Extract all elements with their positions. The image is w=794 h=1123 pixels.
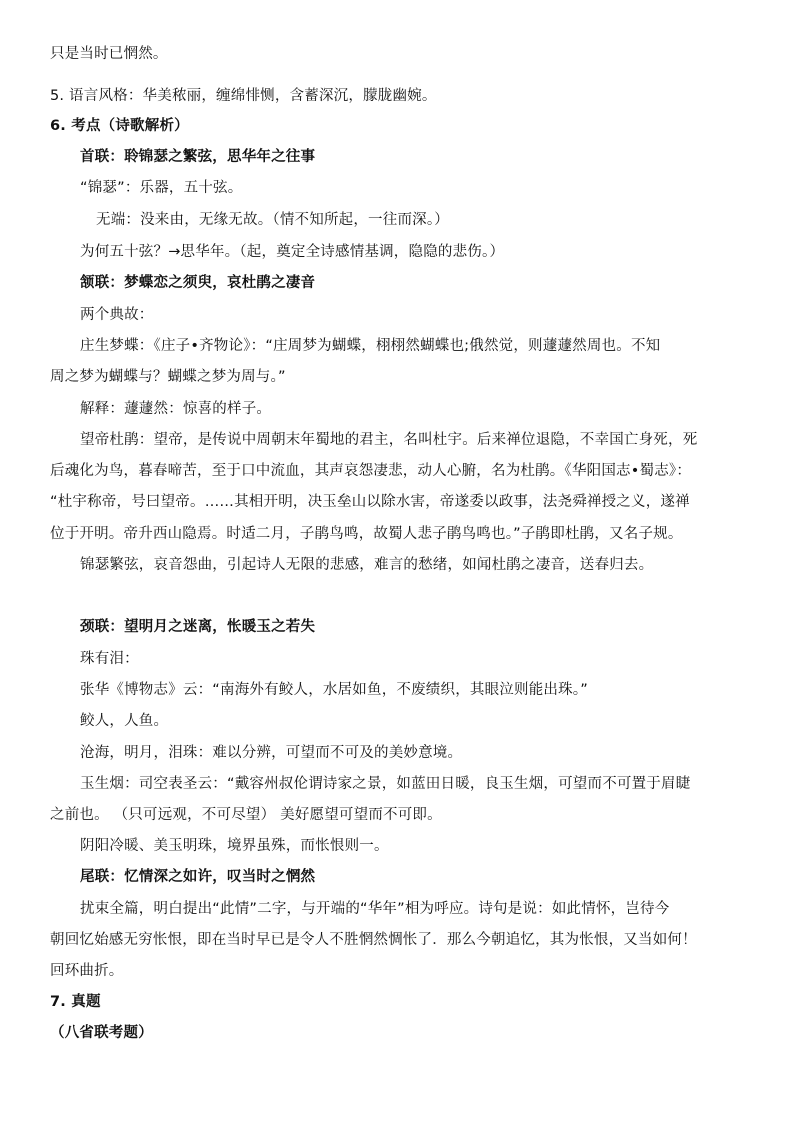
text-line: 回环曲折。 <box>50 963 124 979</box>
text-line: 两个典故： <box>80 307 154 323</box>
exam-source-label: （八省联考题） <box>50 1025 153 1041</box>
text-line: 阴阳冷暖、美玉明珠，境界虽殊，而怅恨则一。 <box>80 838 389 854</box>
text-line: 为何五十弦？→思华年。（起，奠定全诗感情基调，隐隐的悲伤。） <box>80 244 505 260</box>
section-heading-exam-points: 6. 考点（诗歌解析） <box>50 118 189 134</box>
text-line: “锦瑟”：乐器，五十弦。 <box>80 180 243 196</box>
text-line: 解释：蘧蘧然：惊喜的样子。 <box>80 401 272 417</box>
text-line: 扰束全篇，明白提出“此情”二字，与开端的“华年”相为呼应。诗句是说：如此情怀，岂待今 <box>80 901 670 917</box>
text-line: 位于开明。帝升西山隐焉。时适二月，子鹃鸟鸣，故蜀人悲子鹃鸟鸣也。”子鹃即杜鹃，又名子规。 <box>50 526 683 542</box>
section-heading-real-exam: 7. 真题 <box>50 994 101 1010</box>
text-line: 张华《博物志》云：“南海外有鲛人，水居如鱼，不废绩织，其眼泣则能出珠。” <box>80 682 588 698</box>
text-line: 锦瑟繁弦，哀音怨曲，引起诗人无限的悲感，难言的愁绪，如闻杜鹃之凄音，送春归去。 <box>80 557 654 573</box>
text-line: “杜宇称帝，号曰望帝。……其相开明，决玉垒山以除水害，帝遂委以政事，法尧舜禅授之义，遂禅 <box>50 494 690 510</box>
text-line: 鲛人，人鱼。 <box>80 713 169 729</box>
text-line: 无端：没来由，无缘无故。（情不知所起，一往而深。） <box>96 212 449 228</box>
text-line: 只是当时已惘然。 <box>50 46 168 62</box>
text-line: 朝回忆始感无穷怅恨，即在当时早已是令人不胜惘然惆怅了．那么今朝追忆，其为怅恨，又当如何！ <box>50 932 697 948</box>
subheading-third-couplet: 颈联：望明月之迷离，怅暖玉之若失 <box>80 619 316 635</box>
subheading-second-couplet: 颔联：梦蝶恋之须臾，哀杜鹃之凄音 <box>80 275 316 291</box>
text-line: 珠有泪： <box>80 651 139 667</box>
text-line: 后魂化为鸟，暮春啼苦，至于口中流血，其声哀怨凄悲，动人心腑，名为杜鹃。《华阳国志•蜀志》： <box>50 463 692 479</box>
text-line: 周之梦为蝴蝶与？蝴蝶之梦为周与。” <box>50 369 286 385</box>
subheading-final-couplet: 尾联：忆情深之如许，叹当时之惘然 <box>80 869 316 885</box>
text-line: 望帝杜鹃：望帝，是传说中周朝末年蜀地的君主，名叫杜宇。后来禅位退隐，不幸国亡身死，死 <box>80 432 698 448</box>
text-line: 庄生梦蝶：《庄子•齐物论》：“庄周梦为蝴蝶，栩栩然蝴蝶也;俄然觉，则蘧蘧然周也。不知 <box>80 338 661 354</box>
text-line: 玉生烟：司空表圣云：“戴容州叔伦谓诗家之景，如蓝田日暖，良玉生烟，可望而不可置于眉睫 <box>80 776 691 792</box>
text-line: 之前也。 （只可远观，不可尽望） 美好愿望可望而不可即。 <box>50 807 442 823</box>
subheading-first-couplet: 首联：聆锦瑟之繁弦，思华年之往事 <box>80 149 316 165</box>
list-item-language-style: 5. 语言风格：华美秾丽，缠绵悱恻，含蓄深沉，朦胧幽婉。 <box>50 88 437 104</box>
text-line: 沧海，明月，泪珠：难以分辨，可望而不可及的美妙意境。 <box>80 745 463 761</box>
